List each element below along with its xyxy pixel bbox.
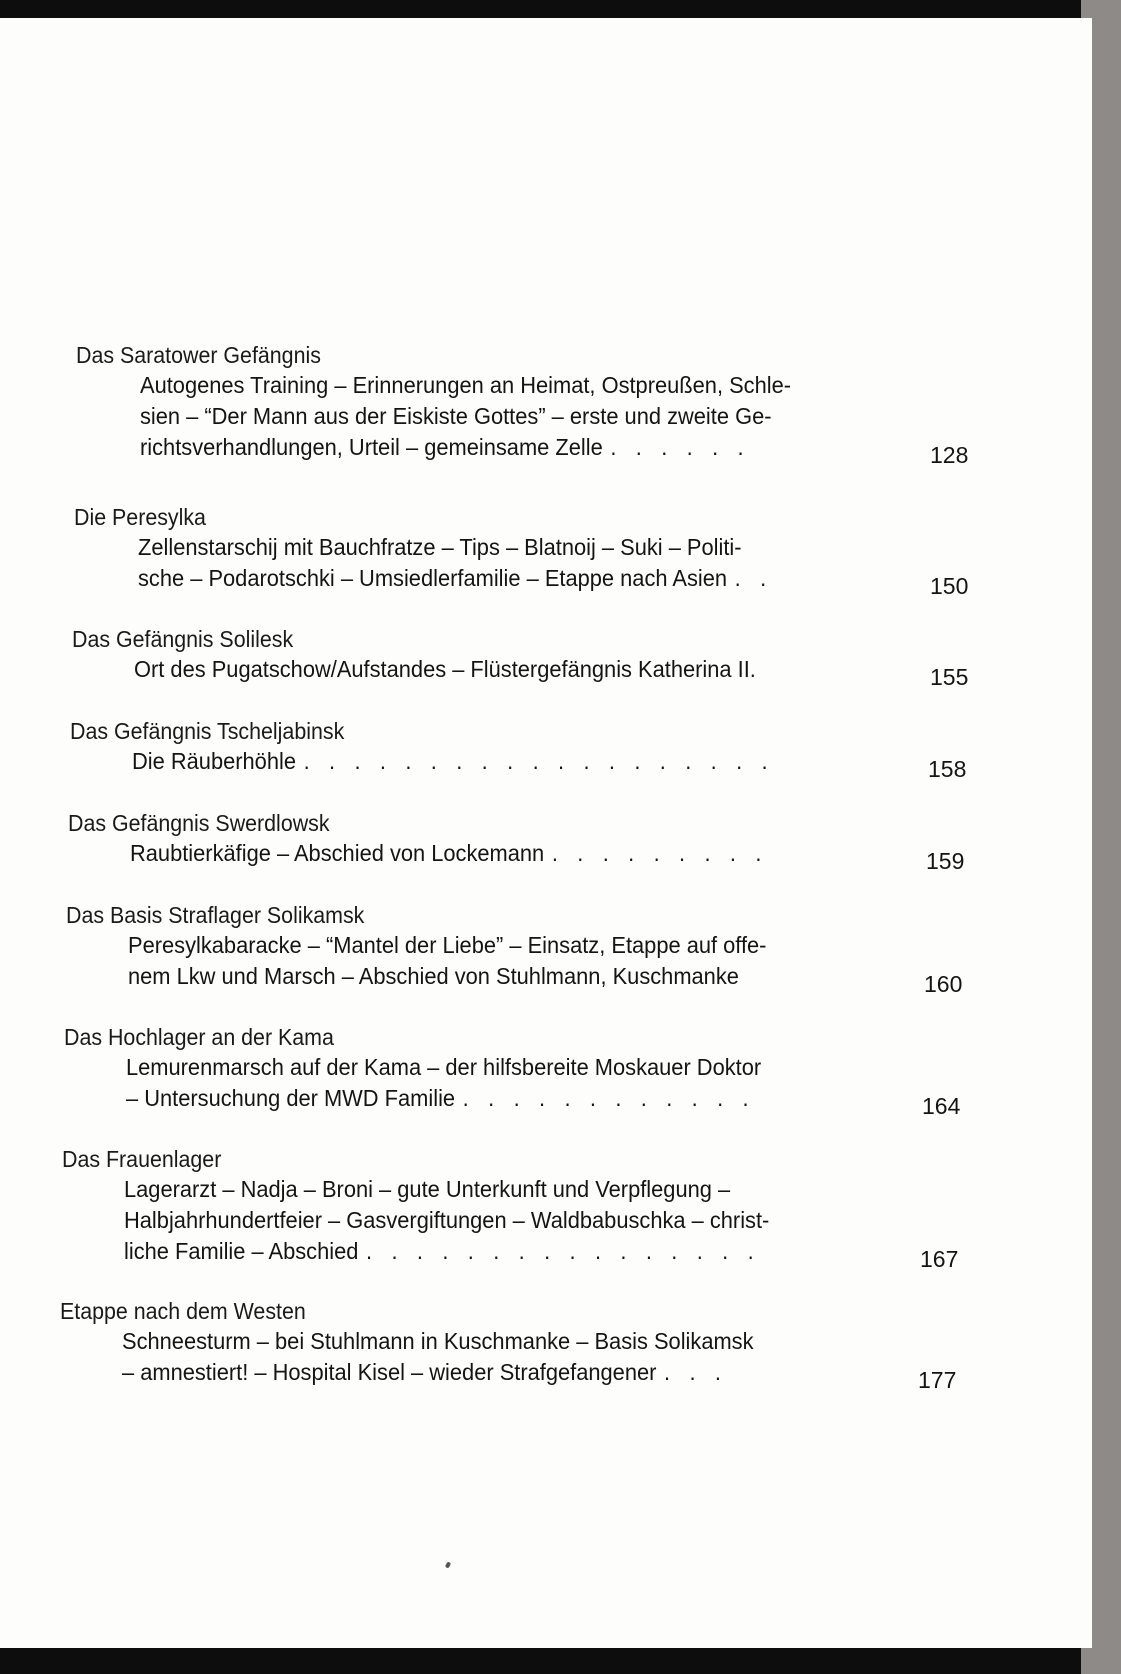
description-line (124, 1174, 769, 1205)
dot-leader: . . . . . . (610, 434, 751, 460)
description-text: Ort des Pugatschow/Aufstandes – Flüstergefängnis Katherina II. (134, 656, 756, 682)
description-line (134, 654, 756, 685)
dot-leader: . . (734, 565, 773, 591)
description-line (122, 1357, 754, 1388)
dot-leader: . . . . . . . . . . . . . . . . (365, 1238, 761, 1264)
description-text: Lagerarzt – Nadja – Broni – gute Unterkunft und Verpflegung – (124, 1176, 731, 1202)
description-text: Halbjahrhundertfeier – Gasvergiftungen – Waldbabuschka – christ- (124, 1207, 770, 1233)
page-number: 155 (930, 664, 969, 690)
description-line (124, 1236, 769, 1267)
chapter-description (132, 746, 774, 777)
page-number: 164 (922, 1093, 961, 1119)
description-text: Schneesturm – bei Stuhlmann in Kuschmanke – Basis Solikamsk (122, 1328, 754, 1354)
chapter-description (138, 532, 773, 594)
description-line (126, 1083, 761, 1114)
description-line (138, 532, 773, 563)
description-line (124, 1205, 769, 1236)
page-number: 177 (918, 1367, 957, 1393)
description-line (126, 1052, 761, 1083)
chapter-heading: Das Frauenlager (62, 1146, 222, 1172)
description-line (128, 961, 766, 992)
page-number: 167 (920, 1246, 959, 1272)
description-text: liche Familie – Abschied (124, 1238, 359, 1264)
page-number: 160 (924, 971, 963, 997)
description-text: Lemurenmarsch auf der Kama – der hilfsbereite Moskauer Doktor (126, 1054, 762, 1080)
chapter-heading: Das Saratower Gefängnis (76, 342, 321, 368)
toc-page (0, 18, 1092, 1648)
chapter-heading: Das Gefängnis Swerdlowsk (68, 810, 330, 836)
description-line (140, 432, 791, 463)
dot-leader: . . . . . . . . . (551, 840, 769, 866)
page-number: 128 (930, 442, 969, 468)
description-line (140, 370, 791, 401)
chapter-heading: Die Peresylka (74, 504, 206, 530)
description-line (128, 930, 766, 961)
description-text: Zellenstarschij mit Bauchfratze – Tips – Blatnoij – Suki – Politi- (138, 534, 742, 560)
page-number: 159 (926, 848, 965, 874)
description-text: Die Räuberhöhle (132, 748, 296, 774)
chapter-heading: Das Gefängnis Tscheljabinsk (70, 718, 345, 744)
description-text: – Untersuchung der MWD Familie (126, 1085, 456, 1111)
description-line (130, 838, 768, 869)
chapter-heading: Etappe nach dem Westen (60, 1298, 306, 1324)
description-text: nem Lkw und Marsch – Abschied von Stuhlmann, Kuschmanke (128, 963, 739, 989)
chapter-description (134, 654, 756, 685)
chapter-heading: Das Gefängnis Solilesk (72, 626, 294, 652)
chapter-description (130, 838, 768, 869)
description-text: Peresylkabaracke – “Mantel der Liebe” – Einsatz, Etappe auf offe- (128, 932, 767, 958)
chapter-description (122, 1326, 754, 1388)
chapter-description (124, 1174, 769, 1267)
chapter-description (140, 370, 791, 463)
page-number: 158 (928, 756, 967, 782)
description-line (122, 1326, 754, 1357)
dot-leader: . . . . . . . . . . . . . . . . . . . (303, 748, 775, 774)
description-line (138, 563, 773, 594)
chapter-description (126, 1052, 761, 1114)
page-number: 150 (930, 573, 969, 599)
description-text: sche – Podarotschki – Umsiedlerfamilie – Etappe nach Asien (138, 565, 728, 591)
dot-leader: . . . . . . . . . . . . (462, 1085, 756, 1111)
description-line (140, 401, 791, 432)
description-line (132, 746, 774, 777)
table-of-contents (0, 18, 1092, 1648)
dot-leader: . . . (664, 1359, 728, 1385)
chapter-heading: Das Basis Straflager Solikamsk (66, 902, 365, 928)
description-text: richtsverhandlungen, Urteil – gemeinsame Zelle (140, 434, 603, 460)
chapter-description (128, 930, 766, 992)
description-text: sien – “Der Mann aus der Eiskiste Gottes” – erste und zweite Ge- (140, 403, 772, 429)
description-text: Raubtierkäfige – Abschied von Lockemann (130, 840, 545, 866)
chapter-heading: Das Hochlager an der Kama (64, 1024, 334, 1050)
description-text: Autogenes Training – Erinnerungen an Heimat, Ostpreußen, Schle- (140, 372, 792, 398)
description-text: – amnestiert! – Hospital Kisel – wieder Strafgefangener (122, 1359, 657, 1385)
